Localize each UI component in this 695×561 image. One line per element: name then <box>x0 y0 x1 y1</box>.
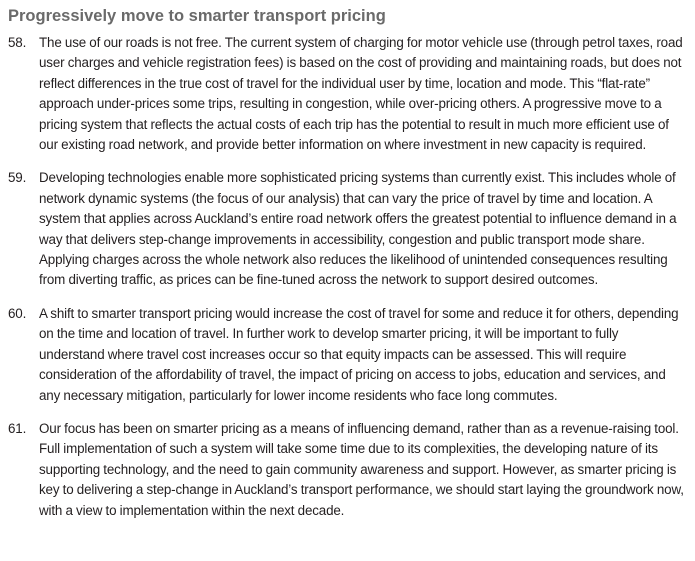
paragraph-text: A shift to smarter transport pricing would increase the cost of travel for some and reduce it for others, depending on the time and location of travel. In further work to develop smarter pricing, it will be important to fully understand where travel cost increases occur so that equity impacts can be assessed. This will require consideration of the affordability of travel, the impact of pricing on access to jobs, education and services, and any necessary mitigation, particularly for lower income residents who face long commutes. <box>39 305 679 403</box>
paragraph-text: The use of our roads is not free. The current system of charging for motor vehicle use (through petrol taxes, road user charges and vehicle registration fees) is based on the cost of providing and maintaining roads, but does not reflect differences in the true cost of travel for the individual user by time, location and mode. This “flat-rate” approach under-prices some trips, resulting in congestion, while over-pricing others. A progressive move to a pricing system that reflects the actual costs of each trip has the potential to result in much more efficient use of our existing road network, and provide better information on where investment in new capacity is required. <box>39 35 683 153</box>
numbered-paragraph-list <box>8 33 687 521</box>
paragraph-60 <box>8 304 687 406</box>
paragraph-61 <box>8 419 687 521</box>
paragraph-number: 59. <box>8 170 27 186</box>
paragraph-58 <box>8 33 687 155</box>
paragraph-number: 60. <box>8 305 27 321</box>
paragraph-59 <box>8 168 687 290</box>
paragraph-number: 58. <box>8 35 27 50</box>
paragraph-text: Developing technologies enable more sophisticated pricing systems than currently exist. This includes whole of network dynamic systems (the focus of our analysis) that can vary the price of travel by time and location. A system that applies across Auckland’s entire road network offers the greatest potential to influence demand in a way that delivers step-change improvements in accessibility, congestion and public transport mode share. Applying charges across the whole network also reduces the likelihood of unintended consequences resulting from diverting traffic, as prices can be fine-tuned across the network to support desired outcomes. <box>39 170 677 288</box>
section-heading: Progressively move to smarter transport pricing <box>8 7 386 25</box>
paragraph-number: 61. <box>8 420 27 436</box>
paragraph-text: Our focus has been on smarter pricing as a means of influencing demand, rather than as a revenue-raising tool. Full implementation of such a system will take some time due to its complexities, the developing nature of its supporting technology, and the need to gain community awareness and support. However, as smarter pricing is key to delivering a step-change in Auckland’s transport performance, we should start laying the groundwork now, with a view to implementation within the next decade. <box>39 420 684 518</box>
